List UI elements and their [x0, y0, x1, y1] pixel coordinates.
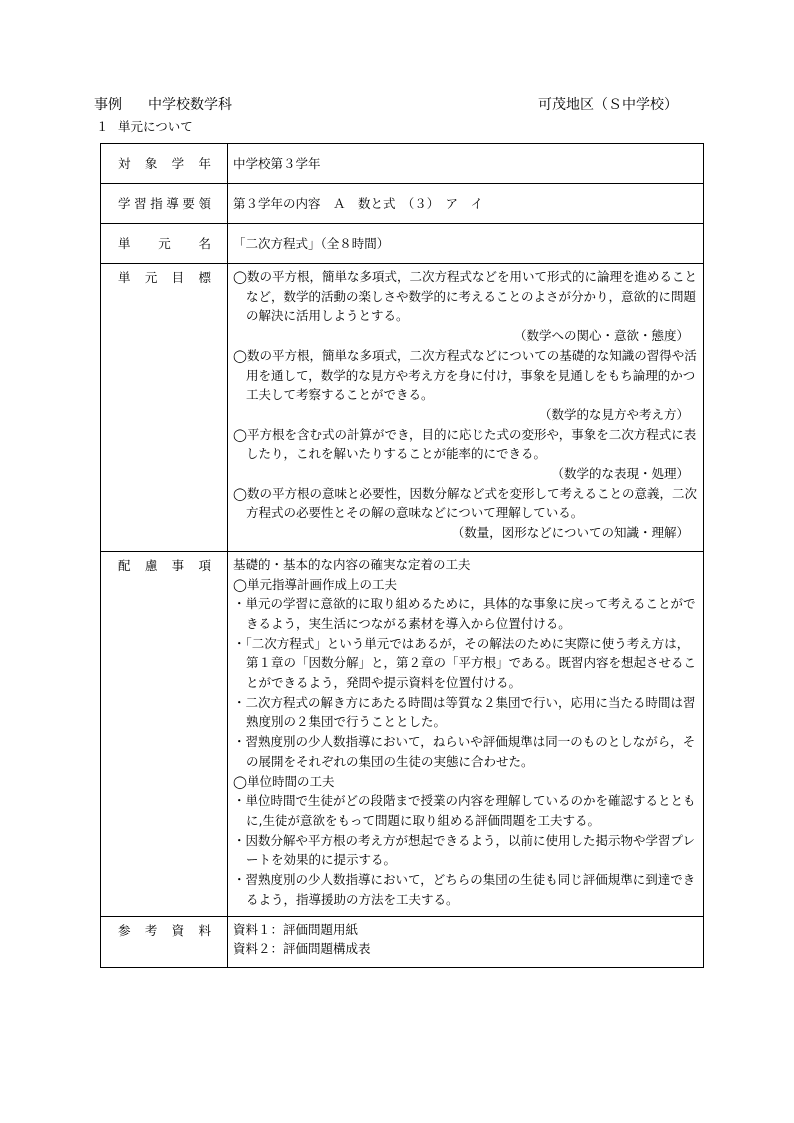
goal-note: （数学的な見方や考え方） [538, 406, 689, 422]
considerations-item: ・単位時間で生徒がどの段階まで授業の内容を理解しているのかを確認するとともに,生徒が意欲をもって問題に取り組める評価問題を工夫する。 [233, 793, 696, 828]
label-unit-goals [101, 264, 228, 552]
subject-label: 中学校数学科 [148, 97, 232, 113]
label-char: 標 [198, 270, 211, 285]
label-char: 項 [198, 557, 211, 573]
row-unit-goals [101, 264, 704, 552]
label-target-grade [101, 144, 228, 184]
label-char: 指 [150, 195, 163, 211]
value-unit-goals [228, 264, 704, 552]
case-label: 事例 [94, 97, 122, 113]
goal-note: （数学的な表現・処理） [551, 466, 689, 482]
label-char: 要 [182, 195, 195, 211]
school-label: 可茂地区（Ｓ中学校） [538, 97, 678, 113]
section-title-text: 単元について [118, 119, 193, 134]
label-char: 考 [144, 922, 158, 938]
label-char: 料 [198, 922, 211, 938]
label-char: 慮 [144, 557, 158, 573]
label-char: 単 [118, 270, 131, 285]
row-target-grade [101, 144, 704, 184]
value-references [228, 916, 704, 967]
page-header [94, 94, 700, 114]
row-references [101, 916, 704, 967]
goal-note: （数量，図形などについての知識・理解） [451, 525, 689, 541]
value-target-grade: 中学校第３学年 [228, 144, 704, 184]
considerations-intro: 基礎的・基本的な内容の確実な定着の工夫 [233, 556, 471, 572]
label-char: 対 [118, 155, 131, 171]
label-char: 単 [118, 235, 131, 251]
row-considerations [101, 551, 704, 916]
section-title [96, 117, 193, 135]
label-char: 元 [158, 235, 171, 251]
label-char: 名 [198, 235, 211, 251]
unit-info-table [100, 143, 704, 968]
considerations-item: ・習熟度別の少人数指導において，どちらの集団の生徒も同じ評価規準に到達できるよう，指導援助の方法を工夫する。 [233, 872, 696, 907]
value-unit-name: 「二次方程式」（全８時間） [228, 224, 704, 264]
label-char: 配 [118, 557, 131, 573]
label-char: 学 [171, 155, 185, 171]
label-char: 学 [118, 195, 131, 211]
label-char: 領 [198, 195, 211, 211]
goal-note: （数学への関心・意欲・態度） [513, 328, 689, 344]
value-considerations [228, 551, 704, 916]
header-left [94, 94, 232, 114]
label-char: 元 [144, 270, 158, 285]
row-unit-name [101, 224, 704, 264]
label-char: 資 [171, 922, 185, 938]
label-char: 導 [166, 195, 179, 211]
label-char: 事 [171, 557, 185, 573]
goal-item: ◯平方根を含む式の計算ができ，目的に応じた式の変形や，事象を二次方程式に表したり，これを解いたりすることが能率的にできる。 [233, 426, 697, 462]
label-considerations [101, 551, 228, 916]
label-references [101, 916, 228, 967]
label-char: 習 [134, 195, 147, 211]
label-guideline [101, 184, 228, 224]
considerations-item: ・因数分解や平方根の考え方が想起できるよう，以前に使用した掲示物や学習プレートを効果的に提示する。 [233, 832, 696, 868]
goal-item: ◯数の平方根，簡単な多項式，二次方程式などについての基礎的な知識の習得や活用を通して，数学的な見方や考え方を身に付け，事象を見通しをもち論理的かつ工夫して考察することができる。 [233, 347, 697, 403]
considerations-item: ・二次方程式の解き方にあたる時間は等質な２集団で行い，応用に当たる時間は習熟度別の２集団で行うこととした。 [233, 694, 696, 730]
section-number: １ [96, 119, 109, 134]
reference-item: 資料１：評価問題用紙 [233, 921, 359, 937]
label-char: 象 [144, 155, 158, 171]
label-char: 年 [198, 155, 211, 171]
row-guideline [101, 184, 704, 224]
value-guideline: 第３学年の内容 Ａ 数と式 （３） ア イ [228, 184, 704, 224]
considerations-group-title: ◯単位時間の工夫 [233, 773, 335, 789]
label-unit-name [101, 224, 228, 264]
label-char: 目 [171, 270, 185, 285]
considerations-group-title: ◯単元指導計画作成上の工夫 [233, 576, 397, 592]
label-char: 参 [118, 922, 131, 938]
goal-item: ◯数の平方根の意味と必要性，因数分解など式を変形して考えることの意義，二次方程式の必要性とその解の意味などについて理解している。 [233, 485, 697, 521]
considerations-item: ・「二次方程式」という単元ではあるが，その解法のために実際に使う考え方は，第１章の「因数分解」と，第２章の「平方根」である。既習内容を想起させることができるよう，発問や提示資料を位置付ける。 [233, 635, 697, 691]
considerations-item: ・単元の学習に意欲的に取り組めるために，具体的な事象に戻って考えることができるよう，実生活につながる素材を導入から位置付ける。 [233, 596, 696, 631]
considerations-item: ・習熟度別の少人数指導において，ねらいや評価規準は同一のものとしながら，その展開をそれぞれの集団の生徒の実態に合わせた。 [233, 734, 696, 769]
reference-item: 資料２：評価問題構成表 [233, 941, 371, 957]
goal-item: ◯数の平方根，簡単な多項式，二次方程式などを用いて形式的に論理を進めることなど，数学的活動の楽しさや数学的に考えることのよさが分かり，意欲的に問題の解決に活用しようとする。 [233, 269, 697, 324]
